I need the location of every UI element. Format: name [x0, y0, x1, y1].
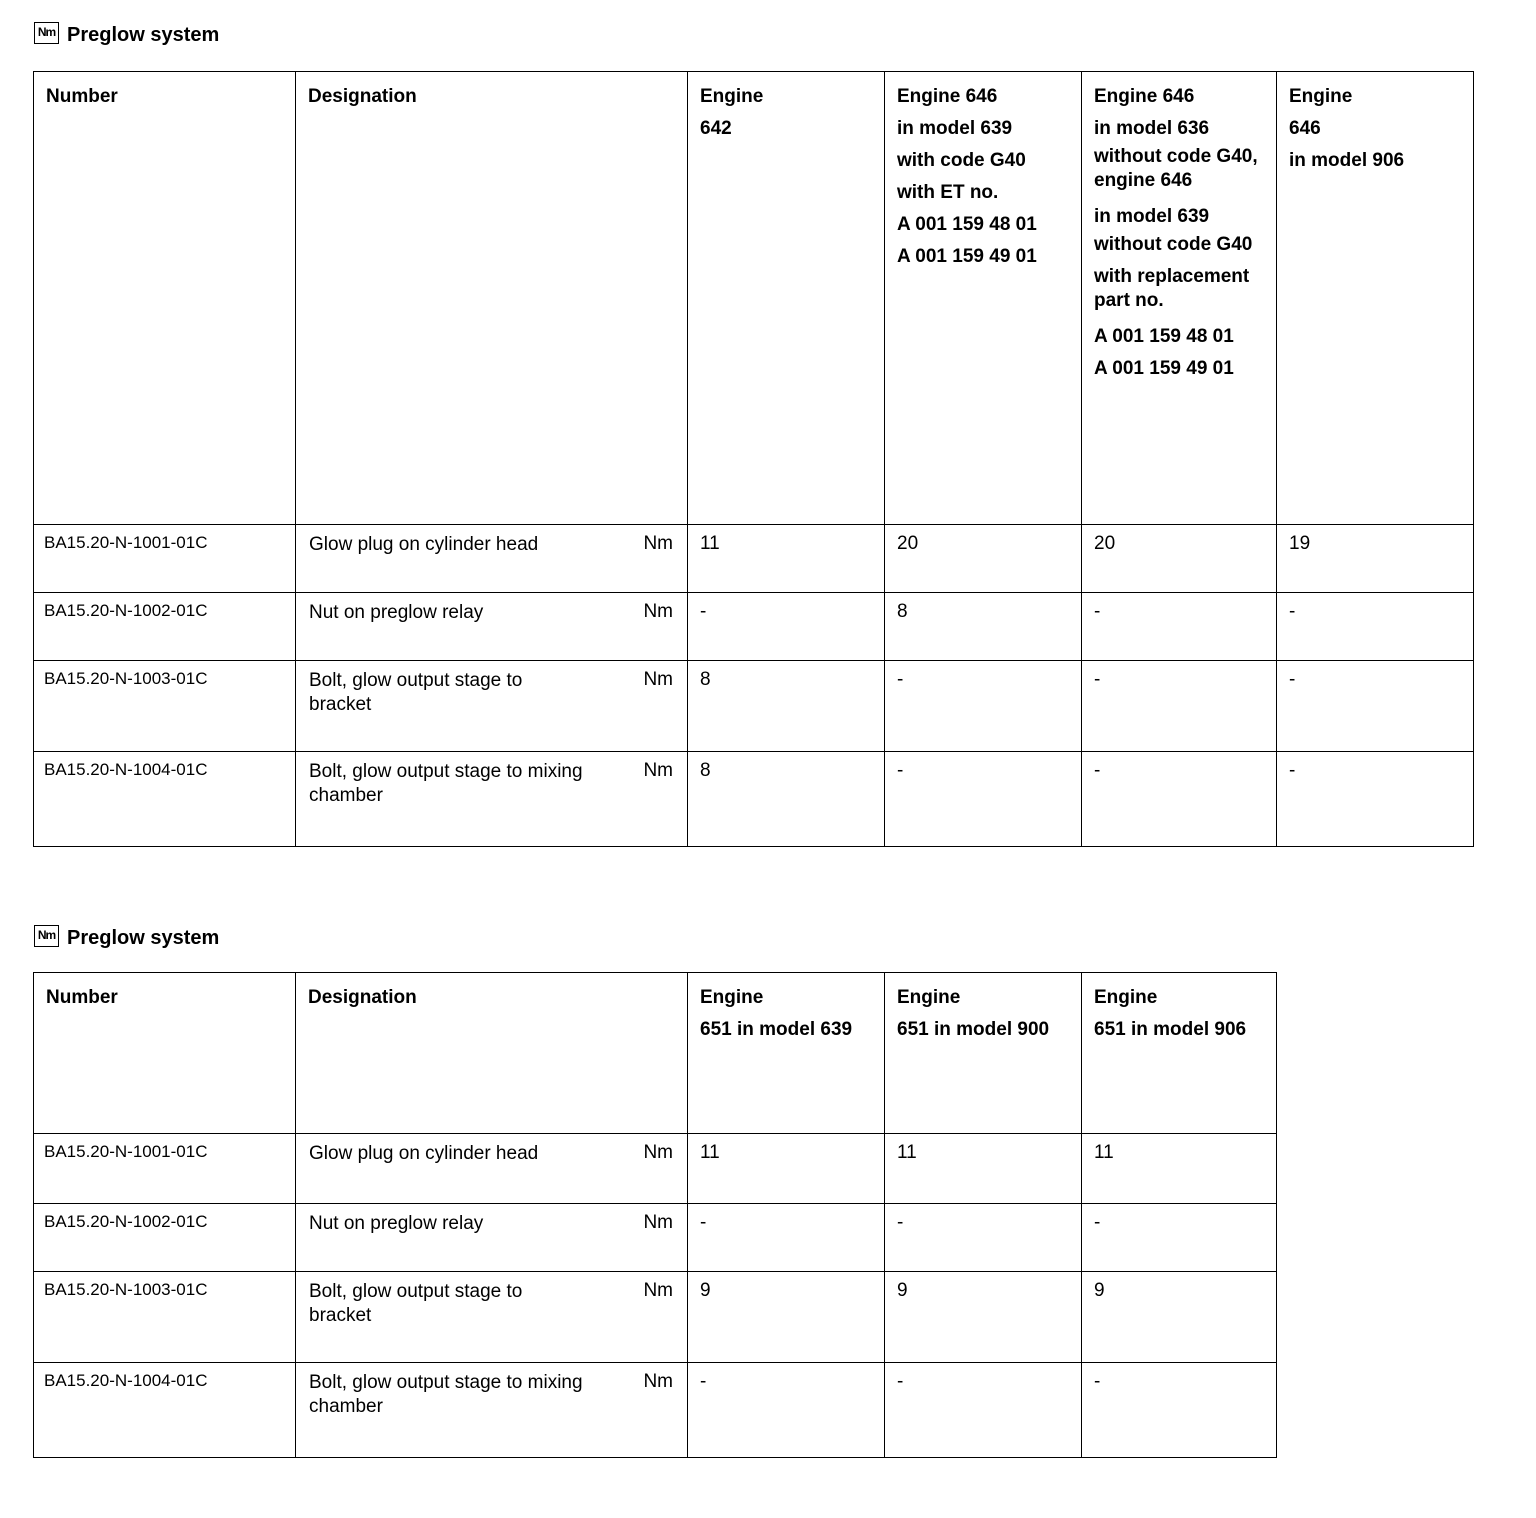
unit-label: Nm — [643, 533, 673, 554]
row-value: - — [1277, 593, 1474, 661]
row-designation: Bolt, glow output stage to bracket Nm — [296, 661, 688, 752]
unit-label: Nm — [643, 601, 673, 622]
table-row — [34, 1363, 1277, 1458]
row-value: - — [885, 1204, 1082, 1272]
row-value: 19 — [1277, 525, 1474, 593]
row-number: BA15.20-N-1003-01C — [34, 661, 296, 752]
header-designation: Designation — [296, 973, 688, 1134]
row-number: BA15.20-N-1002-01C — [34, 1204, 296, 1272]
row-value: - — [885, 661, 1082, 752]
row-value: - — [885, 1363, 1082, 1458]
nm-torque-icon: Nm — [34, 22, 59, 44]
header-engine-651-639: Engine 651 in model 639 — [688, 973, 885, 1134]
row-number: BA15.20-N-1004-01C — [34, 752, 296, 847]
row-value: - — [885, 752, 1082, 847]
row-value: 9 — [688, 1272, 885, 1363]
unit-label: Nm — [643, 1371, 673, 1392]
section-title-text: Preglow system — [67, 927, 220, 949]
table-header-row — [34, 973, 1277, 1134]
row-number: BA15.20-N-1003-01C — [34, 1272, 296, 1363]
row-value: 8 — [885, 593, 1082, 661]
table-row — [34, 752, 1474, 847]
unit-label: Nm — [643, 1280, 673, 1301]
row-value: - — [1082, 752, 1277, 847]
row-value: - — [1082, 593, 1277, 661]
row-value: - — [1082, 1363, 1277, 1458]
unit-label: Nm — [643, 1212, 673, 1233]
row-designation: Bolt, glow output stage to bracket Nm — [296, 1272, 688, 1363]
row-value: - — [1082, 1204, 1277, 1272]
row-value: 9 — [885, 1272, 1082, 1363]
header-engine-651-900: Engine 651 in model 900 — [885, 973, 1082, 1134]
row-value: 8 — [688, 661, 885, 752]
row-value: 11 — [1082, 1134, 1277, 1204]
unit-label: Nm — [643, 1142, 673, 1163]
row-value: - — [1277, 661, 1474, 752]
header-engine-646-g40: Engine 646 in model 639 with code G40 with ET no. A 001 159 48 01 A 001 159 49 01 — [885, 72, 1082, 525]
row-value: 11 — [688, 1134, 885, 1204]
row-designation: Nut on preglow relay Nm — [296, 593, 688, 661]
row-value: 11 — [885, 1134, 1082, 1204]
section-title-text: Preglow system — [67, 24, 220, 46]
row-designation: Bolt, glow output stage to mixing chamber Nm — [296, 752, 688, 847]
row-value: 8 — [688, 752, 885, 847]
header-engine-642: Engine 642 — [688, 72, 885, 525]
row-value: - — [688, 1204, 885, 1272]
table-row — [34, 593, 1474, 661]
table-row — [34, 1134, 1277, 1204]
table-row — [34, 1204, 1277, 1272]
table-header-row — [34, 72, 1474, 525]
row-number: BA15.20-N-1004-01C — [34, 1363, 296, 1458]
row-value: - — [688, 593, 885, 661]
row-value: 20 — [885, 525, 1082, 593]
table-row — [34, 525, 1474, 593]
row-number: BA15.20-N-1001-01C — [34, 525, 296, 593]
row-designation: Glow plug on cylinder head Nm — [296, 1134, 688, 1204]
header-engine-651-906: Engine 651 in model 906 — [1082, 973, 1277, 1134]
row-value: 9 — [1082, 1272, 1277, 1363]
row-value: 20 — [1082, 525, 1277, 593]
row-designation: Nut on preglow relay Nm — [296, 1204, 688, 1272]
header-number: Number — [34, 72, 296, 525]
row-value: - — [1277, 752, 1474, 847]
row-designation: Bolt, glow output stage to mixing chamber Nm — [296, 1363, 688, 1458]
row-value: - — [688, 1363, 885, 1458]
unit-label: Nm — [643, 669, 673, 690]
row-value: 11 — [688, 525, 885, 593]
table-row — [34, 661, 1474, 752]
unit-label: Nm — [643, 760, 673, 781]
header-engine-646-906: Engine 646 in model 906 — [1277, 72, 1474, 525]
row-designation: Glow plug on cylinder head Nm — [296, 525, 688, 593]
torque-table-1 — [33, 71, 1474, 847]
row-number: BA15.20-N-1002-01C — [34, 593, 296, 661]
header-designation: Designation — [296, 72, 688, 525]
row-value: - — [1082, 661, 1277, 752]
torque-table-2 — [33, 972, 1277, 1458]
header-engine-646-no-g40: Engine 646 in model 636 without code G40, engine 646 in model 639 without code G40 with replacement part no. A 001 159 48 01 A 001 159 49 01 — [1082, 72, 1277, 525]
nm-torque-icon: Nm — [34, 925, 59, 947]
table-row — [34, 1272, 1277, 1363]
row-number: BA15.20-N-1001-01C — [34, 1134, 296, 1204]
header-number: Number — [34, 973, 296, 1134]
section-2-title — [34, 927, 219, 950]
section-1-title — [34, 24, 219, 47]
